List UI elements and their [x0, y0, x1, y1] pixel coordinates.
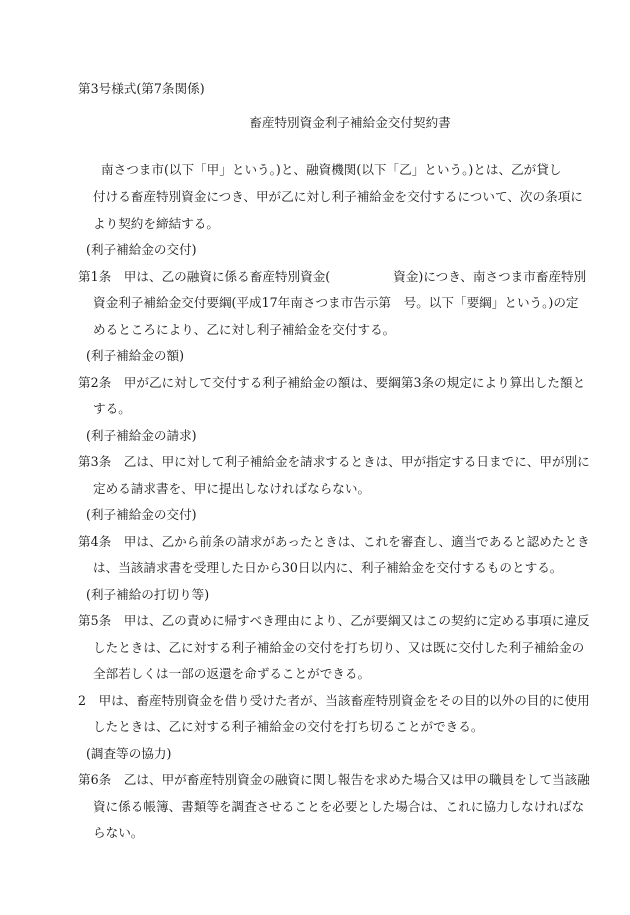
article-line: 定める請求書を、甲に提出しなければならない。 [93, 481, 371, 496]
article-line: 第1条 甲は、乙の融資に係る畜産特別資金( 資金)につき、南さつま市畜産特別 [78, 269, 587, 284]
article-line: 資金利子補給金交付要綱(平成17年南さつま市告示第 号。以下「要綱」という。)の定 [93, 295, 579, 310]
article-line: したときは、乙に対する利子補給金の交付を打ち切り、又は既に交付した利子補給金の [93, 640, 585, 655]
article-line: する。 [93, 401, 131, 416]
article-caption: (利子補給金の額) [86, 348, 184, 363]
preamble-line: 付ける畜産特別資金につき、甲が乙に対し利子補給金を交付するについて、次の条項に [93, 189, 583, 204]
form-label: 第3号様式(第7条関係) [78, 81, 205, 96]
article-line: 第6条 乙は、甲が畜産特別資金の融資に関し報告を求めた場合又は甲の職員をして当該融 [78, 772, 590, 787]
article-line: 全部若しくは一部の返還を命ずることができる。 [93, 666, 371, 681]
article-paragraph-2-line: 2 甲は、畜産特別資金を借り受けた者が、当該畜産特別資金をその目的以外の目的に使用 [78, 693, 590, 708]
article-caption: (利子補給の打切り等) [86, 587, 210, 602]
article-line: は、当該請求書を受理した日から30日以内に、利子補給金を交付するものとする。 [93, 560, 563, 575]
article-line: 第4条 甲は、乙から前条の請求があったときは、これを審査し、適当であると認めたとき [78, 534, 590, 549]
article-line: 第5条 甲は、乙の責めに帰すべき理由により、乙が要綱又はこの契約に定める事項に違反 [78, 613, 590, 628]
article-caption: (調査等の協力) [86, 746, 172, 761]
article-line: 第2条 甲が乙に対して交付する利子補給金の額は、要綱第3条の規定により算出した額と [78, 375, 586, 390]
article-caption: (利子補給金の交付) [86, 507, 197, 522]
article-line: らない。 [93, 825, 144, 840]
preamble-line: 南さつま市(以下「甲」という。)と、融資機関(以下「乙」という。)とは、乙が貸し [101, 162, 562, 177]
page-title: 畜産特別資金利子補給金交付契約書 [249, 115, 451, 130]
preamble-line: より契約を締結する。 [93, 216, 219, 231]
article-line: 資に係る帳簿、書類等を調査させることを必要とした場合は、これに協力しなければな [93, 799, 585, 814]
article-line: めるところにより、乙に対し利子補給金を交付する。 [93, 322, 396, 337]
article-caption: (利子補給金の交付) [86, 242, 197, 257]
article-paragraph-2-line: したときは、乙に対する利子補給金の交付を打ち切ることができる。 [93, 719, 484, 734]
article-caption: (利子補給金の請求) [86, 428, 197, 443]
article-line: 第3条 乙は、甲に対して利子補給金を請求するときは、甲が指定する日までに、甲が別に [78, 454, 590, 469]
